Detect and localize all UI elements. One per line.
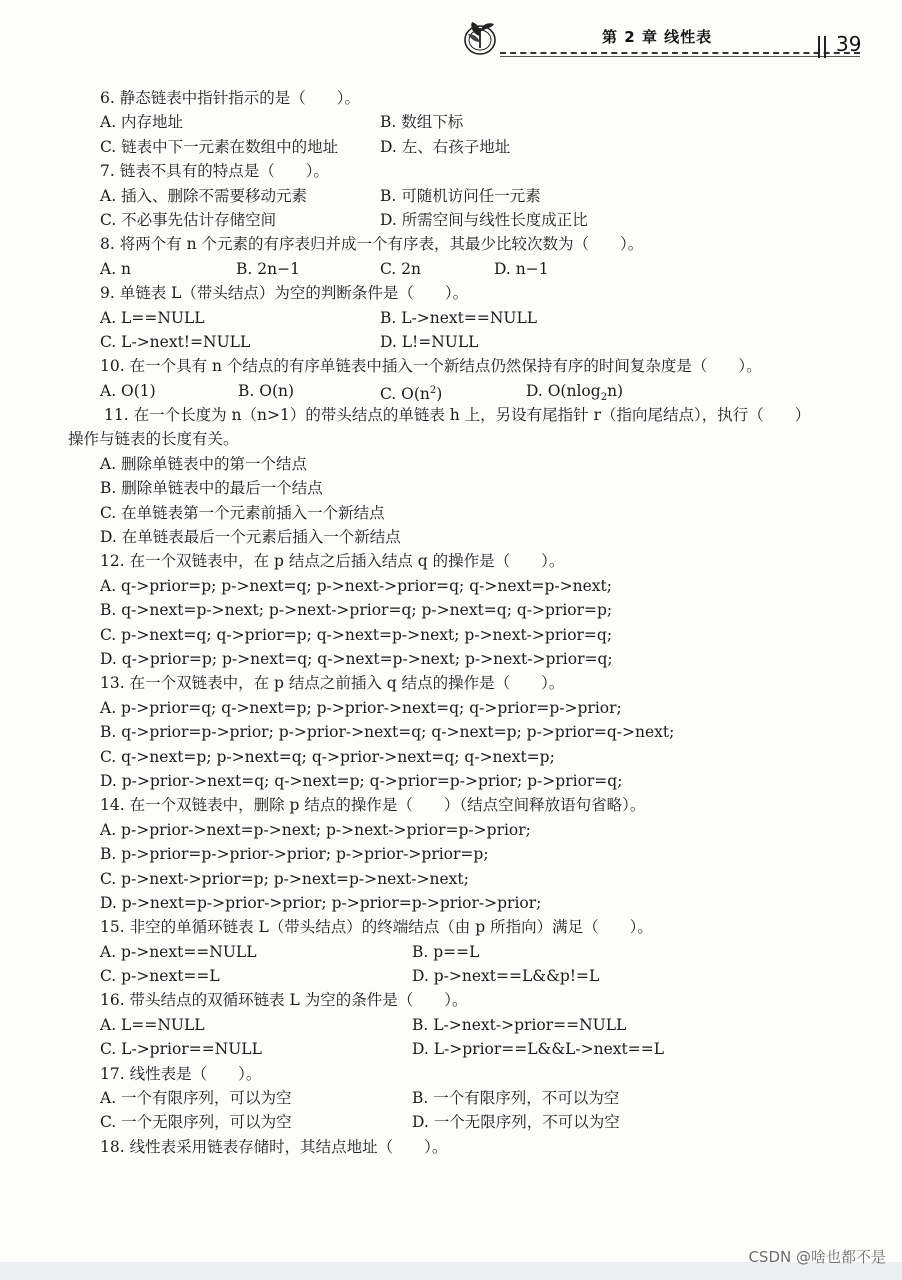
option-row [0,769,902,793]
question-stem [0,281,902,305]
option-d: D. 左、右孩子地址 [380,137,511,156]
option-row [0,330,902,354]
option-row [0,1086,902,1110]
option-b: B. L->next->prior==NULL [412,1015,627,1034]
option-a: A. O(1) [100,381,156,400]
option-a: A. n [100,259,132,278]
header-rule-solid [500,56,860,57]
option-d: D. 所需空间与线性长度成正比 [380,210,588,229]
option-a: A. p->next==NULL [100,942,257,961]
option-row [0,379,902,403]
option-row [0,720,902,744]
watermark: CSDN @啥也都不是 [748,1248,886,1266]
question-stem [0,86,902,110]
superscript: 2 [429,384,437,396]
option-row [0,891,902,915]
option-c: C. 2n [380,259,422,278]
question-stem [0,1135,902,1159]
option-a: A. q->prior=p; p->next=q; p->next->prior=q; q->next=p->next; [100,576,612,595]
option-a: A. 插入、删除不需要移动元素 [100,186,308,205]
option-row [0,623,902,647]
option-row [0,257,902,281]
option-c-text: C. O(n [380,384,430,403]
chapter-title: 第 2 章 线性表 [602,28,713,46]
option-row [0,818,902,842]
page-number: 39 [836,32,862,56]
option-c: C. 在单链表第一个元素前插入一个新结点 [100,503,385,522]
option-a: A. p->prior=q; q->next=p; p->prior->next=q; q->prior=p->prior; [100,698,622,717]
question-stem [0,159,902,183]
option-d-text: D. O(nlog [526,381,601,400]
question-13-stem: 13. 在一个双链表中，在 p 结点之前插入 q 结点的操作是（ ）。 [100,674,565,693]
question-11-stem-cont: 操作与链表的长度有关。 [68,430,239,449]
option-row [0,525,902,549]
option-c: C. 一个无限序列，可以为空 [100,1113,292,1132]
leaf-logo-icon [458,14,502,58]
question-16-stem: 16. 带头结点的双循环链表 L 为空的条件是（ ）。 [100,991,468,1010]
option-d: D. n−1 [494,259,549,278]
option-b: B. q->prior=p->prior; p->prior->next=q; q->next=p; p->prior=q->next; [100,723,675,742]
option-a: A. 内存地址 [100,113,184,132]
option-c: C. L->prior==NULL [100,1040,262,1059]
option-c: C. L->next!=NULL [100,332,251,351]
option-c: C. p->next->prior=p; p->next=p->next->next; [100,869,469,888]
option-row [0,208,902,232]
question-18-stem: 18. 线性表采用链表存储时，其结点地址（ ）。 [100,1137,448,1156]
option-row [0,842,902,866]
option-b: B. O(n) [238,381,295,400]
subscript: 2 [600,391,608,403]
option-a: A. 删除单链表中的第一个结点 [100,454,308,473]
question-10-stem: 10. 在一个具有 n 个结点的有序单链表中插入一个新结点仍然保持有序的时间复杂度是（ ）。 [100,357,762,376]
option-d: D. q->prior=p; p->next=q; q->next=p->next; p->next->prior=q; [100,649,613,668]
option-d: D. p->next==L&&p!=L [412,967,600,986]
question-stem [0,232,902,256]
option-b: B. 2n−1 [236,259,300,278]
option-d-text-end: n) [607,381,624,400]
option-b: B. q->next=p->next; p->next->prior=q; p->next=q; q->prior=p; [100,601,613,620]
question-list [0,86,902,1159]
option-row [0,476,902,500]
question-9-stem: 9. 单链表 L（带头结点）为空的判断条件是（ ）。 [100,284,469,303]
option-b: B. 一个有限序列，不可以为空 [412,1089,620,1108]
option-c: C. p->next=q; q->prior=p; q->next=p->next; p->next->prior=q; [100,625,613,644]
option-row [0,1110,902,1134]
option-row [0,135,902,159]
option-d: D. 一个无限序列，不可以为空 [412,1113,620,1132]
question-stem [0,988,902,1012]
option-row [0,647,902,671]
question-stem [0,915,902,939]
option-d: D. L!=NULL [380,332,479,351]
option-c: C. p->next==L [100,967,220,986]
question-stem [0,793,902,817]
question-11-stem: 11. 在一个长度为 n（n>1）的带头结点的单链表 h 上，另设有尾指针 r（指向尾结点），执行（ ） [104,406,811,425]
question-stem-continued [0,427,902,451]
option-c-text-end: ) [436,384,443,403]
option-row [0,501,902,525]
option-row [0,574,902,598]
question-stem [0,549,902,573]
header-divider [818,36,820,58]
question-8-stem: 8. 将两个有 n 个元素的有序表归并成一个有序表，其最少比较次数为（ ）。 [100,235,644,254]
header-rule-dashed [500,52,860,54]
option-row [0,452,902,476]
option-row [0,184,902,208]
page-header [458,14,878,64]
option-row [0,598,902,622]
option-row [0,745,902,769]
question-6-stem: 6. 静态链表中指针指示的是（ ）。 [100,89,360,107]
option-d: D. 在单链表最后一个元素后插入一个新结点 [100,528,401,547]
option-d: D. L->prior==L&&L->next==L [412,1040,665,1059]
header-divider [824,36,826,58]
option-b: B. L->next==NULL [380,308,538,327]
option-b: B. 可随机访问任一元素 [380,186,541,205]
option-row [0,867,902,891]
option-c: C. 不必事先估计存储空间 [100,210,277,229]
option-row [0,1037,902,1061]
option-row [0,110,902,134]
option-a: A. 一个有限序列，可以为空 [100,1089,292,1108]
option-a: A. L==NULL [100,308,205,327]
question-15-stem: 15. 非空的单循环链表 L（带头结点）的终端结点（由 p 所指向）满足（ ）。 [100,918,653,937]
option-row [0,306,902,330]
question-stem [0,403,902,427]
option-row [0,940,902,964]
option-b: B. 数组下标 [380,113,464,132]
question-17-stem: 17. 线性表是（ ）。 [100,1064,262,1083]
option-row [0,1013,902,1037]
option-c: C. 链表中下一元素在数组中的地址 [100,137,339,156]
question-12-stem: 12. 在一个双链表中，在 p 结点之后插入结点 q 的操作是（ ）。 [100,552,565,571]
question-7-stem: 7. 链表不具有的特点是（ ）。 [100,162,329,181]
option-b: B. 删除单链表中的最后一个结点 [100,479,323,498]
option-row [0,964,902,988]
option-b: B. p==L [412,942,480,961]
option-c: C. q->next=p; p->next=q; q->prior->next=q; q->next=p; [100,747,555,766]
question-stem [0,1062,902,1086]
option-d: D. p->prior->next=q; q->next=p; q->prior=p->prior; p->prior=q; [100,771,623,790]
question-stem [0,671,902,695]
option-b: B. p->prior=p->prior->prior; p->prior->prior=p; [100,845,489,864]
option-a: A. p->prior->next=p->next; p->next->prior=p->prior; [100,820,531,839]
option-d: D. p->next=p->prior->prior; p->prior=p->prior->prior; [100,893,542,912]
question-14-stem: 14. 在一个双链表中，删除 p 结点的操作是（ ）（结点空间释放语句省略）。 [100,796,646,815]
question-stem [0,354,902,378]
option-row [0,696,902,720]
option-a: A. L==NULL [100,1015,205,1034]
